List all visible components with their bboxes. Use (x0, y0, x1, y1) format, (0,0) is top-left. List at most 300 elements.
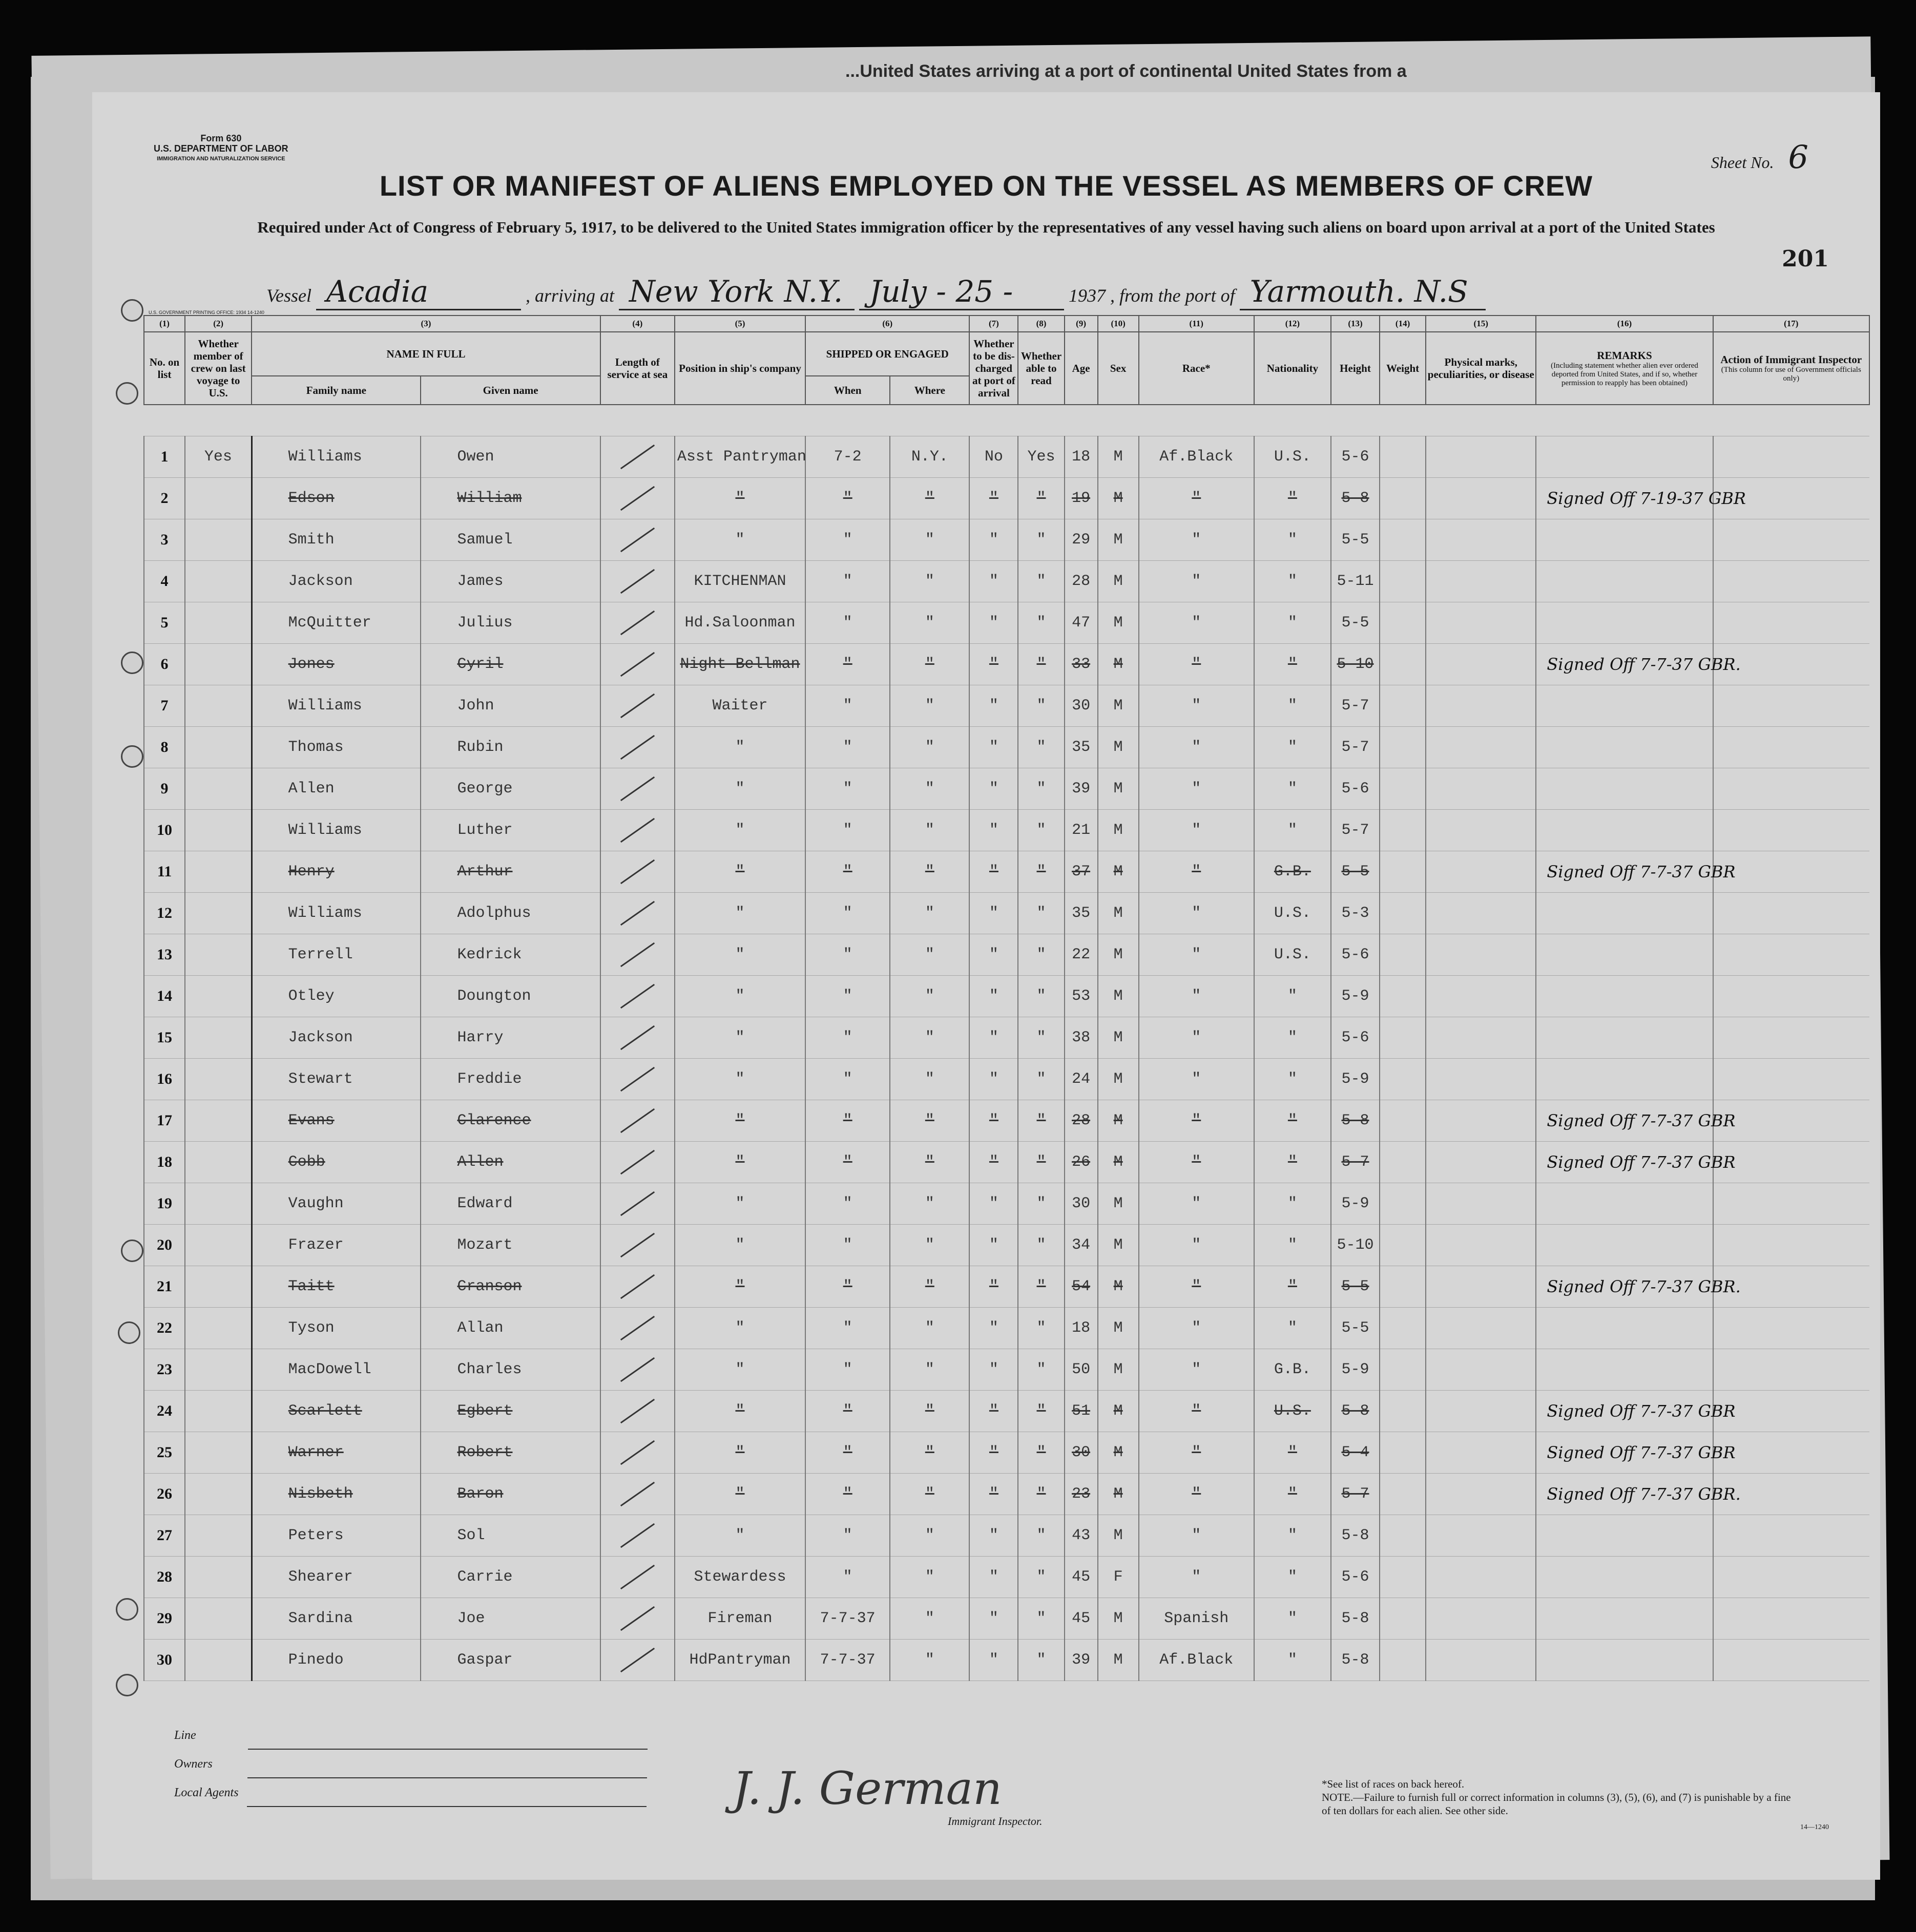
cell-given: Carrie (421, 1557, 600, 1598)
cell-remark: Signed Off 7-7-37 GBR (1536, 1391, 1713, 1432)
cell-where: " (890, 561, 969, 602)
cell-age: 30 (1065, 1432, 1098, 1474)
cell-age: 35 (1065, 727, 1098, 768)
header-physical-marks: Physical marks, peculiarities, or disease (1426, 332, 1536, 405)
form-number: Form 630 (200, 133, 242, 143)
header-spacer-row (144, 405, 1869, 436)
cell-remark (1536, 602, 1713, 644)
cell-nat: " (1254, 1017, 1331, 1059)
cell-member (185, 976, 252, 1017)
cell-given: Arthur (421, 851, 600, 893)
cell-action (1713, 727, 1869, 768)
cell-position: " (675, 1266, 805, 1308)
cell-no: 22 (144, 1308, 185, 1349)
cell-marks (1426, 810, 1536, 851)
cell-where: " (890, 1017, 969, 1059)
cell-action (1713, 1059, 1869, 1100)
cell-weight (1380, 1474, 1426, 1515)
cell-no: 2 (144, 478, 185, 519)
cell-marks (1426, 1183, 1536, 1225)
cell-len (600, 1432, 675, 1474)
table-row (144, 1640, 1869, 1681)
cell-weight (1380, 561, 1426, 602)
cell-read: " (1018, 685, 1064, 727)
col-num-17: (17) (1713, 316, 1869, 332)
tick-mark (620, 1523, 655, 1548)
cell-marks (1426, 976, 1536, 1017)
cell-age: 18 (1065, 436, 1098, 478)
cell-weight (1380, 602, 1426, 644)
cell-no: 11 (144, 851, 185, 893)
arriving-port: New York N.Y. (619, 274, 855, 310)
cell-nat: " (1254, 1308, 1331, 1349)
table-row (144, 768, 1869, 810)
table-row (144, 1349, 1869, 1391)
cell-nat: U.S. (1254, 893, 1331, 934)
col-num-5: (5) (675, 316, 805, 332)
cell-weight (1380, 1349, 1426, 1391)
cell-marks (1426, 1432, 1536, 1474)
cell-age: 45 (1065, 1557, 1098, 1598)
cell-remark (1536, 934, 1713, 976)
header-given-name: Given name (421, 376, 600, 405)
cell-given: Doungton (421, 976, 600, 1017)
header-nationality: Nationality (1254, 332, 1331, 405)
cell-read: " (1018, 602, 1064, 644)
vessel-name: Acadia (316, 274, 521, 310)
cell-action (1713, 768, 1869, 810)
cell-height: 5-6 (1331, 1017, 1380, 1059)
cell-sex: F (1098, 1557, 1139, 1598)
cell-age: 26 (1065, 1142, 1098, 1183)
col-num-1: (1) (144, 316, 185, 332)
cell-position: KITCHENMAN (675, 561, 805, 602)
cell-disch: No (969, 436, 1018, 478)
cell-height: 5-8 (1331, 1640, 1380, 1681)
cell-nat: " (1254, 1474, 1331, 1515)
cell-family: Shearer (252, 1557, 421, 1598)
cell-when: " (805, 1017, 890, 1059)
header-no-on-list: No. on list (144, 332, 185, 405)
cell-member (185, 1183, 252, 1225)
cell-when: 7-2 (805, 436, 890, 478)
cell-nat: " (1254, 976, 1331, 1017)
cell-family: Terrell (252, 934, 421, 976)
tick-mark (620, 1440, 655, 1465)
cell-nat: " (1254, 602, 1331, 644)
cell-action (1713, 519, 1869, 561)
cell-action (1713, 1432, 1869, 1474)
col-num-3: (3) (252, 316, 600, 332)
cell-when: " (805, 1308, 890, 1349)
cell-sex: M (1098, 1308, 1139, 1349)
cell-sex: M (1098, 1640, 1139, 1681)
cell-where: " (890, 1183, 969, 1225)
cell-family: Allen (252, 768, 421, 810)
stamped-number: 201 (1782, 246, 1829, 272)
cell-race: " (1139, 1391, 1254, 1432)
cell-where: " (890, 1557, 969, 1598)
cell-height: 5-8 (1331, 1598, 1380, 1640)
cell-where: " (890, 768, 969, 810)
cell-position: Waiter (675, 685, 805, 727)
cell-given: William (421, 478, 600, 519)
cell-member (185, 1059, 252, 1100)
cell-race: " (1139, 934, 1254, 976)
cell-position: " (675, 519, 805, 561)
cell-position: " (675, 1432, 805, 1474)
cell-sex: M (1098, 1598, 1139, 1640)
cell-where: " (890, 1225, 969, 1266)
cell-given: Mozart (421, 1225, 600, 1266)
cell-given: Clarence (421, 1100, 600, 1142)
cell-family: Edson (252, 478, 421, 519)
header-action-title: Action of Immigrant Inspector (1720, 353, 1862, 366)
cell-nat: G.B. (1254, 851, 1331, 893)
cell-when: " (805, 893, 890, 934)
cell-age: 50 (1065, 1349, 1098, 1391)
cell-family: Williams (252, 436, 421, 478)
cell-family: Jones (252, 644, 421, 685)
cell-member (185, 727, 252, 768)
cell-action (1713, 1391, 1869, 1432)
cell-remark: Signed Off 7-7-37 GBR. (1536, 1266, 1713, 1308)
cell-disch: " (969, 851, 1018, 893)
cell-len (600, 1100, 675, 1142)
cell-age: 30 (1065, 685, 1098, 727)
cell-nat: " (1254, 1432, 1331, 1474)
cell-given: John (421, 685, 600, 727)
cell-family: Cobb (252, 1142, 421, 1183)
cell-marks (1426, 1142, 1536, 1183)
col-num-9: (9) (1065, 316, 1098, 332)
cell-action (1713, 1349, 1869, 1391)
cell-family: Pinedo (252, 1640, 421, 1681)
cell-family: Jackson (252, 561, 421, 602)
cell-nat: " (1254, 768, 1331, 810)
cell-sex: M (1098, 685, 1139, 727)
cell-age: 24 (1065, 1059, 1098, 1100)
cell-race: " (1139, 1183, 1254, 1225)
cell-given: James (421, 561, 600, 602)
cell-height: 5-9 (1331, 1349, 1380, 1391)
cell-sex: M (1098, 478, 1139, 519)
cell-nat: " (1254, 644, 1331, 685)
tick-mark (620, 1150, 655, 1174)
cell-len (600, 851, 675, 893)
cell-weight (1380, 810, 1426, 851)
cell-where: " (890, 1266, 969, 1308)
cell-position: Stewardess (675, 1557, 805, 1598)
cell-when: " (805, 1432, 890, 1474)
cell-position: " (675, 810, 805, 851)
cell-family: Peters (252, 1515, 421, 1557)
cell-no: 20 (144, 1225, 185, 1266)
cell-member (185, 1557, 252, 1598)
header-member-last-voyage: Whether member of crew on last voyage to U.S. (185, 332, 252, 405)
cell-marks (1426, 519, 1536, 561)
cell-age: 35 (1065, 893, 1098, 934)
cell-read: " (1018, 934, 1064, 976)
cell-sex: M (1098, 1059, 1139, 1100)
cell-remark: Signed Off 7-7-37 GBR (1536, 1432, 1713, 1474)
table-row (144, 1266, 1869, 1308)
from-label: , from the port of (1110, 285, 1235, 306)
cell-disch: " (969, 1266, 1018, 1308)
cell-member (185, 1142, 252, 1183)
cell-position: " (675, 1017, 805, 1059)
underlying-page-strip-text: ...United States arriving at a port of continental United States from a (845, 61, 1407, 81)
cell-marks (1426, 602, 1536, 644)
cell-sex: M (1098, 1100, 1139, 1142)
cell-given: Owen (421, 436, 600, 478)
tick-mark (620, 1233, 655, 1257)
cell-height: 5-7 (1331, 1142, 1380, 1183)
cell-marks (1426, 1059, 1536, 1100)
cell-family: Warner (252, 1432, 421, 1474)
cell-nat: U.S. (1254, 934, 1331, 976)
header-remarks-note: (Including statement whether alien ever ordered deported from United States, and if so, whether permission to reapply has been obtained) (1551, 361, 1698, 387)
cell-height: 5-6 (1331, 436, 1380, 478)
cell-sex: M (1098, 851, 1139, 893)
tick-mark (620, 1108, 655, 1133)
line-label: Line (174, 1729, 196, 1742)
cell-nat: U.S. (1254, 436, 1331, 478)
cell-len (600, 768, 675, 810)
cell-len (600, 727, 675, 768)
tick-mark (620, 901, 655, 926)
table-row (144, 1432, 1869, 1474)
arriving-label: , arriving at (525, 285, 614, 306)
cell-marks (1426, 1515, 1536, 1557)
cell-action (1713, 851, 1869, 893)
cell-weight (1380, 1017, 1426, 1059)
cell-height: 5-3 (1331, 893, 1380, 934)
cell-height: 5-8 (1331, 1515, 1380, 1557)
col-num-2: (2) (185, 316, 252, 332)
cell-sex: M (1098, 934, 1139, 976)
tick-mark (620, 984, 655, 1009)
tick-mark (620, 1274, 655, 1299)
cell-height: 5-10 (1331, 1225, 1380, 1266)
cell-len (600, 1391, 675, 1432)
cell-no: 13 (144, 934, 185, 976)
table-row (144, 478, 1869, 519)
cell-nat: G.B. (1254, 1349, 1331, 1391)
cell-position: " (675, 1474, 805, 1515)
cell-remark (1536, 1017, 1713, 1059)
cell-nat: " (1254, 561, 1331, 602)
cell-weight (1380, 1557, 1426, 1598)
cell-age: 18 (1065, 1308, 1098, 1349)
cell-read: " (1018, 1308, 1064, 1349)
cell-read: " (1018, 810, 1064, 851)
cell-marks (1426, 478, 1536, 519)
cell-remark (1536, 436, 1713, 478)
cell-when: " (805, 976, 890, 1017)
cell-read: " (1018, 1474, 1064, 1515)
cell-given: Edward (421, 1183, 600, 1225)
table-row (144, 1515, 1869, 1557)
cell-height: 5-7 (1331, 685, 1380, 727)
cell-read: " (1018, 727, 1064, 768)
table-row (144, 644, 1869, 685)
cell-nat: " (1254, 1598, 1331, 1640)
cell-nat: " (1254, 727, 1331, 768)
header-sex: Sex (1098, 332, 1139, 405)
cell-age: 47 (1065, 602, 1098, 644)
cell-age: 19 (1065, 478, 1098, 519)
cell-weight (1380, 1308, 1426, 1349)
cell-height: 5-5 (1331, 1308, 1380, 1349)
cell-position: Night Bellman (675, 644, 805, 685)
cell-when: " (805, 1391, 890, 1432)
table-row (144, 1183, 1869, 1225)
cell-given: George (421, 768, 600, 810)
tick-mark (620, 776, 655, 801)
cell-len (600, 893, 675, 934)
cell-sex: M (1098, 810, 1139, 851)
cell-race: " (1139, 1225, 1254, 1266)
header-weight: Weight (1380, 332, 1426, 405)
cell-disch: " (969, 1225, 1018, 1266)
cell-no: 23 (144, 1349, 185, 1391)
cell-weight (1380, 976, 1426, 1017)
cell-nat: " (1254, 1640, 1331, 1681)
cell-member (185, 1100, 252, 1142)
cell-where: " (890, 1391, 969, 1432)
cell-member (185, 1640, 252, 1681)
cell-when: " (805, 1100, 890, 1142)
arrival-date: July - 25 - (859, 274, 1064, 310)
cell-no: 18 (144, 1142, 185, 1183)
cell-len (600, 436, 675, 478)
cell-age: 33 (1065, 644, 1098, 685)
cell-when: " (805, 1183, 890, 1225)
table-row (144, 1142, 1869, 1183)
col-num-14: (14) (1380, 316, 1426, 332)
cell-len (600, 810, 675, 851)
cell-when: " (805, 1349, 890, 1391)
page-title: LIST OR MANIFEST OF ALIENS EMPLOYED ON THE VESSEL AS MEMBERS OF CREW (379, 170, 1593, 202)
cell-where: " (890, 727, 969, 768)
table-row (144, 1557, 1869, 1598)
cell-age: 22 (1065, 934, 1098, 976)
cell-position: " (675, 851, 805, 893)
cell-sex: M (1098, 436, 1139, 478)
cell-read: " (1018, 519, 1064, 561)
tick-mark (620, 942, 655, 967)
table-row (144, 561, 1869, 602)
cell-given: Cyril (421, 644, 600, 685)
cell-read: " (1018, 893, 1064, 934)
cell-position: " (675, 1391, 805, 1432)
table-row (144, 976, 1869, 1017)
cell-age: 28 (1065, 561, 1098, 602)
cell-position: " (675, 1308, 805, 1349)
tick-mark (620, 1025, 655, 1050)
cell-member (185, 893, 252, 934)
col-num-12: (12) (1254, 316, 1331, 332)
crew-manifest-table (143, 315, 1870, 1681)
cell-race: Spanish (1139, 1598, 1254, 1640)
cell-nat: " (1254, 685, 1331, 727)
table-row (144, 1059, 1869, 1100)
cell-weight (1380, 1266, 1426, 1308)
cell-member (185, 478, 252, 519)
tick-mark (620, 694, 655, 718)
cell-race: " (1139, 519, 1254, 561)
cell-member (185, 934, 252, 976)
table-row (144, 810, 1869, 851)
footnote-races: *See list of races on back hereof. (1322, 1778, 1465, 1790)
cell-remark (1536, 893, 1713, 934)
cell-position: " (675, 893, 805, 934)
binder-hole (121, 652, 143, 674)
cell-member (185, 602, 252, 644)
cell-sex: M (1098, 893, 1139, 934)
cell-no: 16 (144, 1059, 185, 1100)
tick-mark (620, 1565, 655, 1589)
cell-where: " (890, 1515, 969, 1557)
binder-hole (116, 1674, 138, 1696)
cell-weight (1380, 727, 1426, 768)
cell-where: " (890, 1349, 969, 1391)
cell-action (1713, 1183, 1869, 1225)
cell-disch: " (969, 644, 1018, 685)
cell-len (600, 1266, 675, 1308)
binder-hole (121, 745, 143, 768)
cell-family: Jackson (252, 1017, 421, 1059)
cell-when: " (805, 1515, 890, 1557)
cell-sex: M (1098, 1432, 1139, 1474)
cell-member (185, 519, 252, 561)
cell-race: " (1139, 810, 1254, 851)
cell-remark (1536, 1183, 1713, 1225)
cell-action (1713, 561, 1869, 602)
cell-height: 5-7 (1331, 727, 1380, 768)
cell-nat: " (1254, 1059, 1331, 1100)
cell-where: " (890, 1432, 969, 1474)
cell-len (600, 1308, 675, 1349)
cell-remark (1536, 727, 1713, 768)
cell-height: 5-10 (1331, 644, 1380, 685)
table-row (144, 519, 1869, 561)
cell-position: " (675, 727, 805, 768)
cell-marks (1426, 1349, 1536, 1391)
cell-no: 3 (144, 519, 185, 561)
cell-where: " (890, 893, 969, 934)
cell-remark (1536, 685, 1713, 727)
col-num-4: (4) (600, 316, 675, 332)
cell-nat: " (1254, 1100, 1331, 1142)
cell-race: " (1139, 685, 1254, 727)
cell-read: " (1018, 1349, 1064, 1391)
cell-len (600, 1142, 675, 1183)
cell-when: " (805, 1557, 890, 1598)
cell-len (600, 478, 675, 519)
tick-mark (620, 1648, 655, 1672)
table-row (144, 1308, 1869, 1349)
cell-no: 19 (144, 1183, 185, 1225)
manifest-sheet (92, 92, 1880, 1880)
cell-given: Sol (421, 1515, 600, 1557)
cell-height: 5-8 (1331, 478, 1380, 519)
col-num-16: (16) (1536, 316, 1713, 332)
table-row (144, 602, 1869, 644)
cell-len (600, 1225, 675, 1266)
tick-mark (620, 528, 655, 552)
